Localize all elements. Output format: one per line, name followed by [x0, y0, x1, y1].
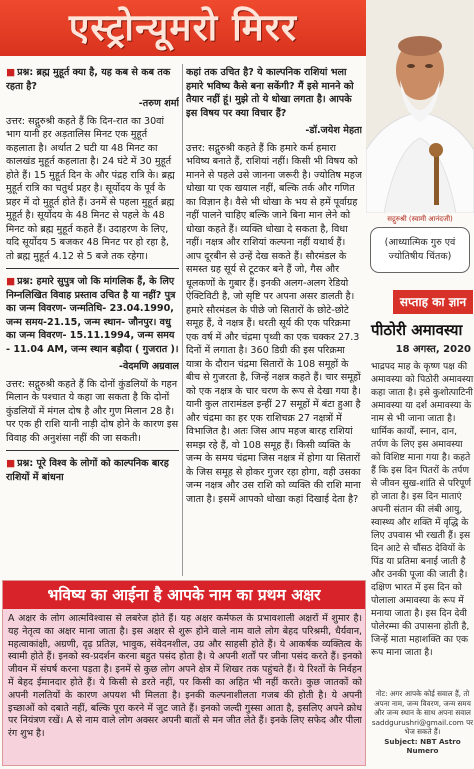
festival-text [371, 360, 474, 684]
festival-date: 18 अगस्त, 2020 [395, 344, 471, 355]
column-divider [182, 64, 183, 576]
festival-title: पीठोरी अमावस्या [371, 321, 463, 339]
bullet-icon: ■ [6, 458, 16, 469]
question-3 [6, 457, 179, 484]
qa-column-2 [186, 66, 362, 578]
question-1-text: प्रश्न: ब्रह्म मुहूर्त क्या है, यह कब से कब तक रहता है? [6, 67, 171, 92]
name-letter-title: भविष्य का आईना है आपके नाम का प्रथम अक्षर [3, 581, 365, 609]
section-tag: सप्ताह का ज्ञान [393, 290, 473, 314]
divider [6, 268, 179, 269]
guru-bio: (आध्यात्मिक गुरु एवं ज्योतिषीय चिंतक) [370, 227, 470, 273]
question-1 [6, 66, 179, 93]
guru-portrait-image [366, 0, 474, 213]
answer-1: उत्तर: सद्गुरुश्री कहते हैं कि दिन-रात का 30वां भाग यानी हर अड़तालिस मिनट एक मुहूर्त कहलाता है। अर्थात 2 घटी या 48 मिनट का कालखंड मुहूर्त कहलाता है। 24 घंटे में 30 मुहूर्त होते हैं। 15 मुहूर्त दिन के और पंद्रह रात्रि के। ब्रह्म मुहूर्त रात्रि का चतुर्थ प्रहर है। सूर्योदय के पूर्व के प्रहर में दो मुहूर्त होते हैं। उनमें से पहला मुहूर्त ब्रह्म मुहूर्त है। सूर्योदय के 48 मिनट से पहले के 48 मिनट को ब्रह्म मुहूर्त कहते हैं। उदाहरण के लिए, यदि सूर्योदय 5 बजकर 48 मिनट पर हो रहा है, तो ब्रह्म मुहूर्त 4.12 से 5 बजे तक रहेगा। [6, 115, 175, 262]
name-letter-box [2, 580, 366, 766]
question-3-text: प्रश्न: पूरे विश्व के लोगों को काल्पनिक बारह राशियों में बांधना [6, 458, 169, 483]
contact-subject: Subject: NBT Astro Numero [384, 736, 461, 755]
answer-3: उत्तर: सद्गुरुश्री कहते हैं कि हमारे कर्म हमारा भविष्य बनाते हैं, राशियां नहीं। किसी भी विषय को मानने से पहले उसे जानना जरूरी है। ज्योतिष महज धोखा या एक खयाल नहीं, बल्कि तर्क और गणित का विज्ञान है। वैसे भी धोखा के भय से हमें पूर्वाग्रह नहीं पालने चाहिए बल्कि जाने बिना मान लेने को धोखा कहते हैं। व्यक्ति धोखा दे सकता है, विधा नहीं। नक्षत्र और राशियां कल्पना नहीं यथार्थ हैं। आप दूरबीन से उन्हें देख सकते हैं। सौरमंडल के समस्त ग्रह सूर्य से टूटकर बने हैं जो, गैस और धूलकणों के गुबार हैं। इनकी अलग-अलग रेडियो ऐक्टिविटी है, जो सृष्टि पर अपना असर डालती है। हमारे सौरमंडल के पीछे जो सितारों के छोटे-छोटे समूह हैं, वे नक्षत्र हैं। धरती सूर्य की एक परिक्रमा एक वर्ष में और चंद्रमा पृथ्वी का एक चक्कर 27.3 दिनों में लगाता है। 360 डिग्री की इस परिक्रमा यात्रा के दौरान चंद्रमा सितारों के 108 समूहों के बीच से गुजरता है, जिन्हें नक्षत्र कहते हैं। चार समूहों को एक नक्षत्र के चार चरण के रूप से देखा गया है। यानी कुल तारामंडल इन्हीं 27 समूहों में बंटा हुआ है और चंद्रमा का हर एक राशिचक्र 27 नक्षत्रों में विभाजित है। अतः जिस आप महज बारह राशियां समझ रहे हैं, वो 108 समूह हैं। किसी व्यक्ति के जन्म के समय चंद्रमा जिस नक्षत्र में होगा या सितारों के जिस समूह से होकर गुजर रहा होगा, वही उसका जन्म नक्षत्र और उस राशि को व्यक्ति की राशि माना जाता है। इसमें आपको धोखा कहां दिखाई देता है? [186, 142, 362, 505]
question-1-author: -तरुण शर्मा [138, 98, 179, 109]
divider [6, 450, 179, 451]
answer-2: उत्तर: सद्गुरुश्री कहते हैं कि दोनों कुंडलियों के गहन मिलान के पश्चात ये कहा जा सकता है कि दोनों कुंडलियों में मंगल दोष है और गुण मिलान 28 है। पर एक ही राशि यानी नाड़ी दोष होने के कारण इस विवाह की अनुशंसा नहीं की जा सकती। [6, 378, 179, 444]
question-2-text: प्रश्न: हमारे सुपुत्र जो कि मांगलिक हैं, के लिए निम्नलिखित विवाह प्रस्ताव उचित है या नहीं? पुत्र का जन्म विवरण- जन्मतिथि- 23.04.1990, जन्म समय-21.15, जन्म स्थान- जौनपुर। वधु का जन्म विवरण- 15.11.1994, जन्म समय - 11.04 AM, जन्म स्थान बड़ौदा ( गुजरात )। [6, 276, 179, 355]
qa-column-1 [6, 66, 179, 578]
question-2 [6, 275, 179, 356]
contact-note [371, 689, 474, 767]
bullet-icon: ■ [6, 276, 16, 287]
bullet-icon: ■ [6, 67, 16, 78]
header-banner [0, 0, 366, 56]
festival-description: भाद्रपद माह के कृष्ण पक्ष की अमावस्या को पिठोरी अमावस्या कहा जाता है। इसे कुशोत्पाटिनी अमावस्या या दर्श अमावस्या के नाम से भी जाना जाता है। धार्मिक कार्यों, स्नान, दान, तर्पण के लिए इस अमावस्या को विशिष्ट माना गया है। कहते हैं कि इस दिन पितरों के तर्पण से जीवन सुख-शांति से परिपूर्ण हो जाता है। इस दिन माताएं अपनी संतान की लंबी आयु, स्वास्थ्य और शक्ति में वृद्धि के लिए उपवास भी रखती हैं। इस दिन आटे से चौंसठ देवियों के पिंड या प्रतिमा बनाई जाती है और उनकी पूजा की जाती है। दक्षिण भारत में इस दिन को पोलाला अमावस्या के रूप में मनाया जाता है। इस दिन देवी पोलेरम्मा की उपासना होती है, जिन्हें माता महाशक्ति का एक रूप माना जाता है। [371, 361, 474, 658]
question-2-author: -वेदमणि अग्रवाल [119, 361, 179, 372]
photo-credit: सद्गुरुश्री (स्वामी आनंदजी) [387, 215, 453, 223]
question-3-author: -डॉ.जयेश मेहता [305, 125, 362, 136]
guru-photo [366, 0, 474, 213]
contact-note-text: नोट: अगर आपके कोई सवाल हैं, तो अपना नाम, जन्म विवरण, जन्म समय और जन्म स्थान के साथ अपना सवाल saddgurushri@gmail.com पर भेज सकते हैं। [371, 689, 474, 736]
question-3-continued: कहां तक उचित है? ये काल्पनिक राशियां भला हमारे भविष्य कैसे बना सकेंगी? मैं इसे मानने को तैयार नहीं हूं। मुझे तो ये धोखा लगता है। आपके इस विषय पर क्या विचार हैं? [186, 67, 354, 119]
page-title: एस्ट्रोन्यूमरो मिरर [68, 6, 298, 49]
name-letter-text: A अक्षर के लोग आत्मविश्वास से लबरेज होते हैं। यह अक्षर कर्मफल के प्रभावशाली अक्षरों में शुमार है। यह नेतृत्व का अक्षर माना जाता है। इस अक्षर से शुरू होने वाले नाम वाले लोग बेहद परिश्रमी, धैर्यवान, महत्वाकांक्षी, अग्रणी, दृढ़ प्रतिज्ञ, भावुक, संवेदनशील, उग्र और साहसी होते हैं। ये आकर्षक व्यक्तित्व के स्वामी होते हैं। इनको स्व-प्रदर्शन करना बहुत पसंद होता है। ये अपनी शर्तों पर जीना पसंद करते हैं। इनको जीवन में संघर्ष करना पड़ता है। इनमें से कुछ लोग अपने क्षेत्र में शिखर तक पहुंचते हैं। ये रिश्तों के निर्वहन में बेहद ईमानदार होते हैं। ये किसी से डरते नहीं, पर किसी का अहित भी नहीं करते। कुछ जातकों को अपनी गलतियों के कारण अपयश भी मिलता है। इनकी कल्पनाशीलता गजब की होती है। ये अपनी इच्छाओं को दबाते नहीं, बल्कि पूरा करने में जुट जाते हैं। इनको जल्दी गुस्सा आता है, इसलिए अपने क्रोध पर नियंत्रण रखें। A से नाम वाले लोग अक्सर अपनी बातों से मन जीत लेते हैं। इनके लिए सफेद और पीला रंग शुभ है। [8, 613, 362, 740]
